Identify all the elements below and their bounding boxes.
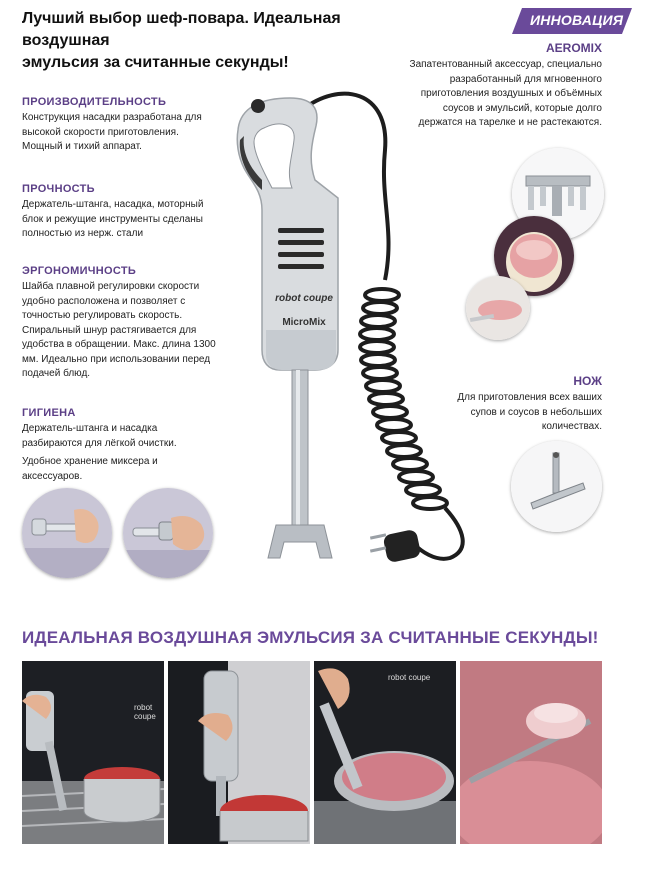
- body-line: Шайба плавной регулировки скорости: [22, 281, 200, 292]
- section-body: [22, 111, 237, 155]
- step-photo-1: [22, 661, 164, 844]
- badge-label: ИННОВАЦИЯ: [530, 12, 624, 28]
- body-line: удобства в обращении. Макс. длина 1300: [22, 339, 216, 350]
- knife-blade-photo: [511, 441, 602, 532]
- foam-spoon-photo: [466, 276, 530, 340]
- section-hygiene: [22, 407, 237, 484]
- body-line: Держатель-штанга и насадка: [22, 423, 158, 434]
- headline-line-1: Лучший выбор шеф-повара. Идеальная воздушная: [22, 10, 341, 49]
- section-title: AEROMIX: [545, 41, 602, 55]
- footer-strip: [0, 848, 646, 869]
- body-line: блок и режущие инструменты сделаны: [22, 213, 203, 225]
- section-ergonomics: [22, 265, 237, 382]
- step-photo-2: [168, 661, 310, 844]
- section-performance: [22, 96, 237, 155]
- body-line: разбираются для лёгкой очистки.: [22, 437, 177, 449]
- step-photo-4: [460, 661, 602, 844]
- product-image: [220, 80, 500, 570]
- section-title: ГИГИЕНА: [22, 407, 76, 419]
- body-line: высокой скорости приготовления.: [22, 126, 179, 138]
- section-body: [22, 198, 237, 242]
- section-title: ЭРГОНОМИЧНОСТЬ: [22, 265, 137, 277]
- body-line: держатся на тарелке и не растекаются.: [418, 117, 602, 128]
- body-line: Держатель-штанга, насадка, моторный: [22, 199, 204, 210]
- body-line: точностью регулировать скорость.: [22, 310, 183, 321]
- body-line: Удобное хранение миксера и: [22, 456, 158, 467]
- section-title: НОЖ: [573, 374, 602, 388]
- section-durability: [22, 183, 237, 242]
- body-line: соусов и эмульсий, которые долго: [442, 102, 602, 114]
- product-brand-label: robot coupe: [275, 293, 333, 304]
- section-title: ПРОЧНОСТЬ: [22, 183, 95, 195]
- disassembly-photo-1: [22, 488, 112, 578]
- body-line: удобно расположена и позволяет с: [22, 295, 186, 307]
- section-body: [380, 58, 602, 131]
- body-line: полностью из нерж. стали: [22, 228, 144, 239]
- section-title: ПРОИЗВОДИТЕЛЬНОСТЬ: [22, 96, 167, 108]
- body-line: Для приготовления всех ваших: [457, 392, 602, 403]
- body-line: Мощный и тихий аппарат.: [22, 141, 142, 152]
- product-model-label: MicroMix: [282, 317, 326, 328]
- section-body: [22, 280, 237, 382]
- section-aeromix: [380, 41, 602, 131]
- body-line: количествах.: [541, 421, 602, 432]
- headline-line-2: эмульсия за считанные секунды!: [22, 54, 289, 71]
- section-body: [22, 422, 237, 484]
- body-line: подачей блюд.: [22, 368, 91, 379]
- section-headline: ИДЕАЛЬНАЯ ВОЗДУШНАЯ ЭМУЛЬСИЯ ЗА СЧИТАННЫЕ СЕКУНДЫ!: [22, 628, 599, 647]
- body-line: разработанный для мгновенного: [449, 73, 602, 85]
- innovation-badge: [512, 8, 632, 34]
- body-line: Спиральный шнур растягивается для: [22, 324, 197, 336]
- body-line: мм. Идеально при использовании перед: [22, 353, 211, 365]
- photo-brand-label: robot coupe: [134, 703, 156, 721]
- step-photo-3: [314, 661, 456, 844]
- body-line: приготовления воздушных и объёмных: [420, 88, 602, 99]
- body-line: аксессуаров.: [22, 470, 83, 482]
- body-line: Конструкция насадки разработана для: [22, 112, 202, 123]
- page-headline: [22, 8, 422, 74]
- body-line: Запатентованный аксессуар, специально: [409, 59, 602, 70]
- section-body: [400, 391, 602, 435]
- photo-brand-label: robot coupe: [388, 673, 431, 682]
- section-knife: [400, 374, 602, 435]
- body-line: супов и соусов в небольших: [470, 406, 602, 418]
- disassembly-photo-2: [123, 488, 213, 578]
